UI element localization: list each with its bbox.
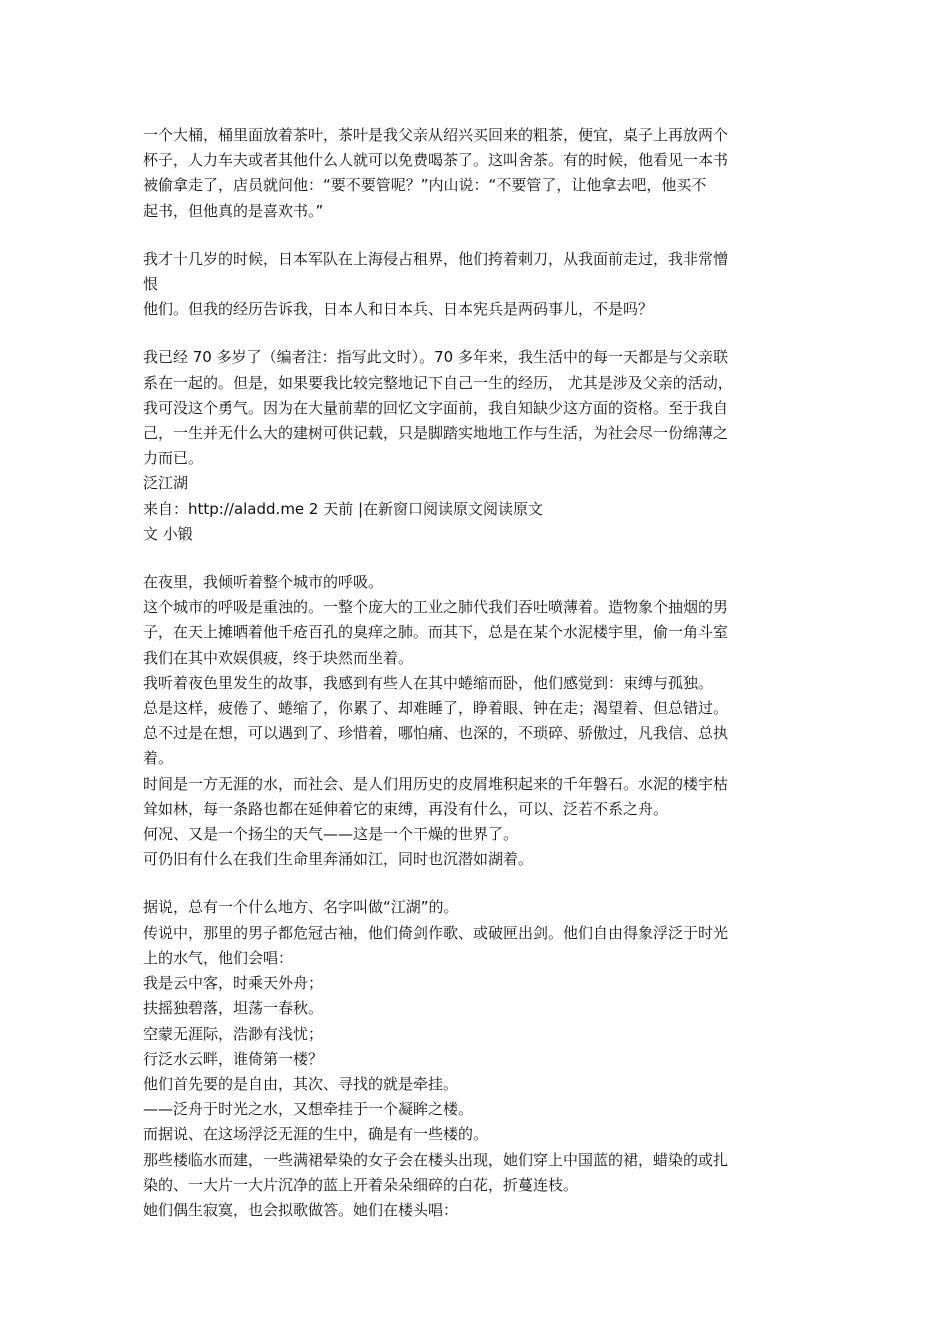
text-line: 行泛水云畔，谁倚第一楼？ <box>143 1049 324 1068</box>
text-line: 扶摇独碧落，坦荡一春秋。 <box>143 999 324 1018</box>
text-line: 文 小锻 <box>143 524 193 543</box>
text-line: 上的水气，他们会唱： <box>143 948 294 967</box>
text-line: 可仍旧有什么在我们生命里奔涌如江，同时也沉潜如湖着。 <box>143 850 534 869</box>
text-line: 而据说、在这场浮泛无涯的生中，确是有一些楼的。 <box>143 1125 489 1144</box>
text-line: 在夜里，我倾听着整个城市的呼吸。 <box>143 573 384 592</box>
text-line: 染的、一大片一大片沉净的蓝上开着朵朵细碎的白花，折蔓连枝。 <box>143 1175 579 1194</box>
paragraph-gap <box>143 322 811 345</box>
paragraph-4 <box>143 895 811 1223</box>
paragraph-0 <box>143 123 811 224</box>
paragraph-1 <box>143 247 811 323</box>
text-line: 那些楼临水而建，一些满裙晕染的女子会在楼头出现，她们穿上中国蓝的裙，蜡染的或扎 <box>143 1150 729 1169</box>
text-line: 他们。但我的经历告诉我，日本人和日本兵、日本宪兵是两码事儿，不是吗？ <box>143 300 654 319</box>
text-line: 耸如林，每一条路也都在延伸着它的束缚，再没有什么，可以、泛若不系之舟。 <box>143 799 669 818</box>
paragraph-2 <box>143 345 811 547</box>
text-line: 来自：http://aladd.me 2 天前 |在新窗口阅读原文阅读原文 <box>143 499 544 518</box>
text-line: 时间是一方无涯的水，而社会、是人们用历史的皮屑堆积起来的千年磐石。水泥的楼宇枯 <box>143 774 729 793</box>
text-line: 己，一生并无什么大的建树可供记载，只是脚踏实地地工作与生活，为社会尽一份绵薄之 <box>143 424 729 443</box>
paragraph-gap <box>143 872 811 895</box>
text-line: 系在一起的。但是，如果要我比较完整地记下自己一生的经历， 尤其是涉及父亲的活动， <box>143 373 733 392</box>
text-line: 我已经 70 多岁了（编者注：指写此文时）。70 多年来，我生活中的每一天都是与父亲联 <box>143 348 728 367</box>
text-line: 总是这样，疲倦了、蜷缩了，你累了、却难睡了，睁着眼、钟在走；渴望着、但总错过。 <box>143 699 729 718</box>
document-page <box>143 123 811 1223</box>
text-line: 总不过是在想，可以遇到了、珍惜着，哪怕痛、也深的，不琐碎、骄傲过，凡我信、总执 <box>143 724 729 743</box>
text-line: 被偷拿走了，店员就问他：“要不要管呢？”内山说：“不要管了，让他拿去吧，他买不 <box>143 176 707 195</box>
text-line: 空蒙无涯际，浩渺有浅忧； <box>143 1024 324 1043</box>
text-line: 起书，但他真的是喜欢书。” <box>143 201 324 220</box>
text-line: ——泛舟于时光之水，又想牵挂于一个凝眸之楼。 <box>143 1100 474 1119</box>
text-line: 据说，总有一个什么地方、名字叫做“江湖”的。 <box>143 898 459 917</box>
text-line: 我才十几岁的时候，日本军队在上海侵占租界，他们挎着刺刀，从我面前走过，我非常憎 <box>143 249 729 268</box>
text-line: 这个城市的呼吸是重浊的。一整个庞大的工业之肺代我们吞吐喷薄着。造物象个抽烟的男 <box>143 598 729 617</box>
text-line: 恨 <box>143 275 159 294</box>
text-line: 力而已。 <box>143 449 204 468</box>
text-line: 一个大桶，桶里面放着茶叶，茶叶是我父亲从绍兴买回来的粗茶，便宜，桌子上再放两个 <box>143 126 729 144</box>
text-line: 他们首先要的是自由，其次、寻找的就是牵挂。 <box>143 1074 459 1093</box>
paragraph-gap <box>143 224 811 247</box>
text-line: 我是云中客，时乘天外舟； <box>143 974 324 993</box>
text-line: 我听着夜色里发生的故事，我感到有些人在其中蜷缩而卧，他们感觉到：束缚与孤独。 <box>143 673 714 692</box>
text-line: 传说中，那里的男子都危冠古袖，他们倚剑作歌、或破匣出剑。他们自由得象浮泛于时光 <box>143 923 729 942</box>
text-line: 我可没这个勇气。因为在大量前辈的回忆文字面前，我自知缺少这方面的资格。至于我自 <box>143 398 729 417</box>
text-line: 杯子，人力车夫或者其他什么人就可以免费喝茶了。这叫舍茶。有的时候，他看见一本书 <box>143 151 729 170</box>
text-line: 子，在天上摊晒着他千疮百孔的臭痒之肺。而其下，总是在某个水泥楼宇里，偷一角斗室 <box>143 623 729 642</box>
paragraph-3 <box>143 570 811 872</box>
text-line: 她们偶生寂寞，也会拟歌做答。她们在楼头唱： <box>143 1200 459 1219</box>
text-line: 我们在其中欢娱俱疲，终于块然而坐着。 <box>143 648 414 667</box>
text-line: 何况、又是一个扬尘的天气——这是一个干燥的世界了。 <box>143 825 519 844</box>
paragraph-gap <box>143 547 811 570</box>
text-line: 着。 <box>143 749 174 768</box>
text-line: 泛江湖 <box>143 474 189 493</box>
